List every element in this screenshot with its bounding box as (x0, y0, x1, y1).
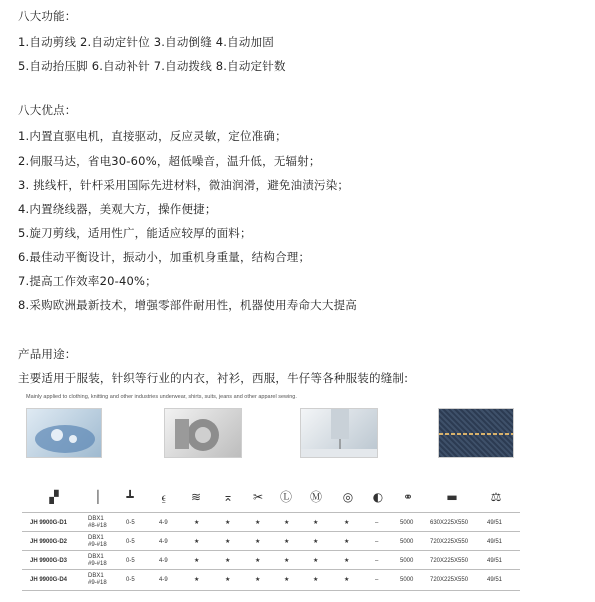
model-cell: JH 9900G-D1 (30, 520, 68, 526)
feature-star: ★ (255, 539, 261, 545)
speed-cell: 5000 (400, 539, 414, 545)
functions-title: 八大功能： (18, 9, 77, 23)
feature-star: ★ (284, 558, 290, 564)
functions-line-1: 1.自动剪线 2.自动定针位 3.自动倒缝 4.自动加固 (18, 35, 274, 49)
feature-star: ★ (313, 539, 319, 545)
functions-line-2: 5.自动抬压脚 6.自动补针 7.自动拨线 8.自动定针数 (18, 59, 286, 73)
feature-star: ★ (284, 520, 290, 526)
feature-dash: – (375, 558, 379, 564)
l-mode-icon: Ⓛ (279, 490, 292, 504)
advantages-title: 八大优点： (18, 103, 77, 117)
needle-area-illustration (301, 409, 378, 458)
needle-size: #9-#18 (88, 580, 107, 586)
table-row (0, 552, 595, 570)
weight-cell: 49/51 (487, 539, 503, 545)
usage-text: 主要适用于服装，针织等行业的内衣，衬衫，西服，牛仔等各种服装的缝制: (18, 371, 409, 385)
feature-star: ★ (225, 577, 231, 583)
advantage-8: 8.采购欧洲最新技术，增强零部件耐用性，机器使用寿命大大提高 (18, 298, 357, 312)
stitch-length-icon: ┻ (126, 490, 134, 504)
needle-icon: │ (94, 490, 102, 504)
thread-trimmer-icon: ⌅ (222, 490, 234, 504)
feature-star: ★ (255, 577, 261, 583)
needle-system: DBX1 (88, 535, 104, 541)
table-divider (22, 590, 520, 591)
feature-star: ★ (344, 520, 350, 526)
advantage-3: 3. 挑线杆，针杆采用国际先进材料，微油润滑，避免油渍污染； (18, 178, 350, 192)
feature-star: ★ (313, 577, 319, 583)
feed-mechanism-illustration (165, 409, 242, 458)
needle-system: DBX1 (88, 573, 104, 579)
bobbin-icon: ◎ (342, 490, 354, 504)
needle-size: #8-#18 (88, 523, 107, 529)
feature-dash: – (375, 539, 379, 545)
needle-type-cell (88, 535, 107, 549)
table-divider (22, 531, 520, 532)
feature-star: ★ (284, 577, 290, 583)
size-cell: 720X225X550 (430, 539, 469, 545)
lift-height-cell: 4-9 (159, 520, 168, 526)
table-divider (22, 550, 520, 551)
weight-icon: ⚖ (490, 490, 502, 504)
needle-type-cell (88, 554, 107, 568)
lift-height-cell: 4-9 (159, 577, 168, 583)
speed-cell: 5000 (400, 577, 414, 583)
model-cell: JH 9900G-D2 (30, 539, 68, 545)
feature-star: ★ (344, 539, 350, 545)
table-row (0, 533, 595, 551)
needle-type-cell (88, 516, 107, 530)
model-cell: JH 9900G-D4 (30, 577, 68, 583)
needle-type-cell (88, 573, 107, 587)
stitch-length-cell: 0-5 (126, 539, 135, 545)
presser-foot-photo (26, 408, 102, 458)
needle-area-photo (300, 408, 378, 458)
presser-foot-illustration (27, 409, 102, 458)
denim-seam-photo (438, 408, 514, 458)
model-cell: JH 9900G-D3 (30, 558, 68, 564)
needle-system: DBX1 (88, 516, 104, 522)
table-divider (22, 512, 520, 513)
dimensions-icon: ▬ (446, 490, 458, 504)
lift-height-cell: 4-9 (159, 539, 168, 545)
feature-star: ★ (255, 558, 261, 564)
needle-system: DBX1 (88, 554, 104, 560)
speed-cell: 5000 (400, 558, 414, 564)
machine-icon: ▞ (49, 490, 59, 504)
feed-mechanism-photo (164, 408, 242, 458)
weight-cell: 49/51 (487, 558, 503, 564)
stitch-length-cell: 0-5 (126, 558, 135, 564)
usage-title: 产品用途： (18, 347, 77, 361)
stitch-length-cell: 0-5 (126, 577, 135, 583)
feature-star: ★ (194, 520, 200, 526)
spec-icon-row (0, 487, 595, 509)
feature-star: ★ (225, 520, 231, 526)
feature-star: ★ (194, 558, 200, 564)
feature-star: ★ (344, 558, 350, 564)
lift-height-cell: 4-9 (159, 558, 168, 564)
feature-star: ★ (225, 539, 231, 545)
weight-cell: 49/51 (487, 577, 503, 583)
advantage-6: 6.最佳动平衡设计，振动小，加重机身重量，结构合理； (18, 250, 311, 264)
feature-star: ★ (284, 539, 290, 545)
feature-dash: – (375, 577, 379, 583)
advantage-5: 5.旋刀剪线，适用性广，能适应较厚的面料； (18, 226, 252, 240)
needle-size: #9-#18 (88, 542, 107, 548)
stitch-pattern-icon: ≋ (190, 490, 202, 504)
feature-star: ★ (344, 577, 350, 583)
feature-star: ★ (194, 539, 200, 545)
speed-cell: 5000 (400, 520, 414, 526)
needle-size: #9-#18 (88, 561, 107, 567)
size-cell: 630X225X550 (430, 520, 469, 526)
size-cell: 720X225X550 (430, 558, 469, 564)
feature-star: ★ (313, 520, 319, 526)
size-cell: 720X225X550 (430, 577, 469, 583)
speed-icon: ⚭ (402, 490, 414, 504)
table-divider (22, 569, 520, 570)
table-row (0, 571, 595, 589)
advantage-7: 7.提高工作效率20-40%； (18, 274, 157, 288)
seam-stitch (439, 433, 513, 435)
english-caption: Mainly applied to clothing, knitting and other industries underwear, shirts, suits, jeans and other apparel sewing. (26, 394, 297, 400)
feature-star: ★ (313, 558, 319, 564)
advantage-4: 4.内置绕线器，美观大方，操作便捷； (18, 202, 217, 216)
needle-positioner-icon: ◐ (372, 490, 384, 504)
advantage-2: 2.伺服马达，省电30-60%，超低噪音，温升低，无辐射； (18, 154, 321, 168)
feature-dash: – (375, 520, 379, 526)
weight-cell: 49/51 (487, 520, 503, 526)
feature-star: ★ (194, 577, 200, 583)
table-row (0, 514, 595, 532)
feature-star: ★ (255, 520, 261, 526)
feature-star: ★ (225, 558, 231, 564)
presser-foot-icon: ⍷ (160, 490, 168, 504)
scissors-icon: ✂ (252, 490, 264, 504)
m-mode-icon: Ⓜ (309, 490, 322, 504)
advantage-1: 1.内置直驱电机，直接驱动，反应灵敏，定位准确； (18, 129, 287, 143)
stitch-length-cell: 0-5 (126, 520, 135, 526)
